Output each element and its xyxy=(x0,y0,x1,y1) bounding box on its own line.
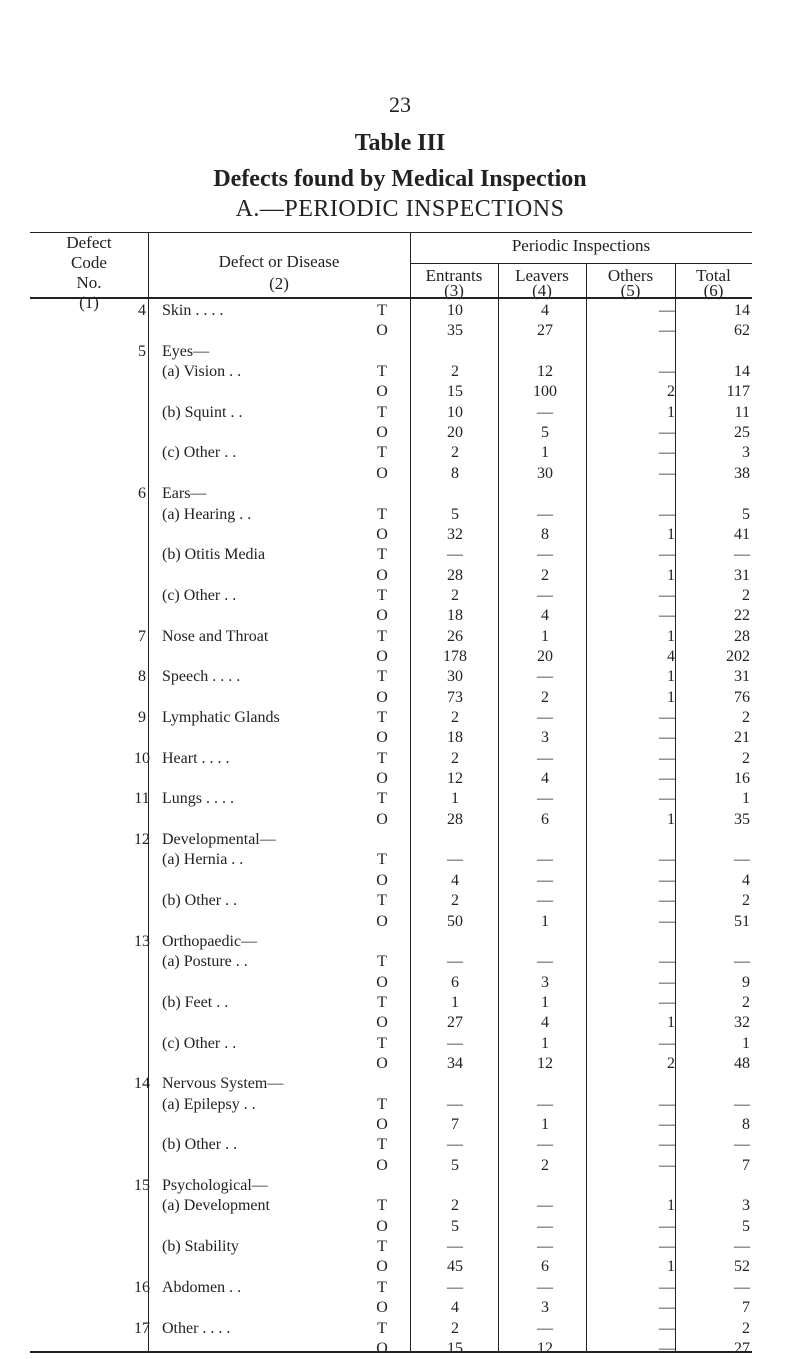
row-others: 1 xyxy=(667,567,675,584)
row-type: T xyxy=(377,363,387,380)
row-leavers: — xyxy=(537,587,553,604)
row-type: O xyxy=(376,689,388,706)
row-leavers: 3 xyxy=(541,974,549,991)
row-total: 76 xyxy=(734,689,750,706)
row-total: 38 xyxy=(734,465,750,482)
row-leavers: 1 xyxy=(541,444,549,461)
row-entrants: 5 xyxy=(451,1218,459,1235)
row-label: Heart . . . . xyxy=(162,750,230,767)
row-others: 1 xyxy=(667,404,675,421)
row-entrants: 35 xyxy=(447,322,463,339)
row-leavers: 1 xyxy=(541,1116,549,1133)
table-subtitle: Defects found by Medical Inspection xyxy=(213,166,587,192)
row-label: (b) Otitis Media xyxy=(162,546,266,563)
row-entrants: 8 xyxy=(451,465,459,482)
row-leavers: 4 xyxy=(541,770,549,787)
row-leavers: — xyxy=(537,506,553,523)
row-label: Skin . . . . xyxy=(162,302,224,319)
row-leavers: 2 xyxy=(541,1157,549,1174)
row-entrants: 32 xyxy=(447,526,463,543)
row-leavers: 4 xyxy=(541,1014,549,1031)
row-label: (a) Development xyxy=(162,1197,270,1214)
row-leavers: 100 xyxy=(533,383,557,400)
row-entrants: 2 xyxy=(451,1197,459,1214)
row-code: 11 xyxy=(134,790,150,807)
row-type: T xyxy=(377,1136,387,1153)
row-others: — xyxy=(659,729,675,746)
row-total: 5 xyxy=(742,1218,750,1235)
row-total: — xyxy=(734,851,750,868)
row-total: — xyxy=(734,1096,750,1113)
row-entrants: 34 xyxy=(447,1055,463,1072)
row-total: 14 xyxy=(734,363,750,380)
row-leavers: — xyxy=(537,851,553,868)
row-entrants: 18 xyxy=(447,729,463,746)
row-type: T xyxy=(377,994,387,1011)
row-others: 4 xyxy=(667,648,675,665)
row-total: 3 xyxy=(742,1197,750,1214)
row-entrants: — xyxy=(447,953,463,970)
row-total: 52 xyxy=(734,1258,750,1275)
row-type: T xyxy=(377,444,387,461)
page-number: 23 xyxy=(389,92,411,117)
row-others: — xyxy=(659,1238,675,1255)
row-total: 28 xyxy=(734,628,750,645)
row-others: — xyxy=(659,546,675,563)
row-type: T xyxy=(377,587,387,604)
section-title: A.—PERIODIC INSPECTIONS xyxy=(235,196,565,222)
row-type: O xyxy=(376,526,388,543)
row-type: T xyxy=(377,892,387,909)
row-total: — xyxy=(734,546,750,563)
row-others: — xyxy=(659,851,675,868)
row-entrants: 1 xyxy=(451,994,459,1011)
row-leavers: — xyxy=(537,709,553,726)
row-total: 2 xyxy=(742,994,750,1011)
row-leavers: 1 xyxy=(541,1035,549,1052)
row-others: — xyxy=(659,424,675,441)
row-others: 1 xyxy=(667,628,675,645)
header-disease: Defect or Disease xyxy=(218,252,340,271)
row-type: O xyxy=(376,1014,388,1031)
row-entrants: 27 xyxy=(447,1014,463,1031)
row-others: 1 xyxy=(667,526,675,543)
row-code: 16 xyxy=(134,1279,150,1296)
row-type: O xyxy=(376,567,388,584)
row-type: O xyxy=(376,1116,388,1133)
row-label: (c) Other . . xyxy=(162,444,237,461)
row-leavers: 6 xyxy=(541,811,549,828)
row-type: T xyxy=(377,851,387,868)
row-type: T xyxy=(377,1279,387,1296)
header-total-num: (6) xyxy=(703,281,724,300)
row-others: 1 xyxy=(667,689,675,706)
row-others: 1 xyxy=(667,1258,675,1275)
row-total: — xyxy=(734,1238,750,1255)
row-leavers: 20 xyxy=(537,648,553,665)
row-others: 1 xyxy=(667,1197,675,1214)
row-leavers: — xyxy=(537,1218,553,1235)
header-entrants-num: (3) xyxy=(444,281,464,300)
row-others: — xyxy=(659,607,675,624)
row-code: 17 xyxy=(134,1320,150,1337)
row-others: — xyxy=(659,770,675,787)
row-others: — xyxy=(659,790,675,807)
row-others: — xyxy=(659,322,675,339)
row-others: — xyxy=(659,709,675,726)
row-label: (a) Hernia . . xyxy=(162,851,244,868)
row-code: 10 xyxy=(134,750,150,767)
row-type: T xyxy=(377,1035,387,1052)
row-label: (b) Squint . . xyxy=(162,404,243,421)
row-entrants: 2 xyxy=(451,750,459,767)
row-others: — xyxy=(659,587,675,604)
row-entrants: 1 xyxy=(451,790,459,807)
row-entrants: 15 xyxy=(447,383,463,400)
row-total: 31 xyxy=(734,567,750,584)
row-type: T xyxy=(377,506,387,523)
row-leavers: — xyxy=(537,404,553,421)
row-entrants: 15 xyxy=(447,1340,463,1357)
row-leavers: 12 xyxy=(537,1340,553,1357)
row-entrants: 4 xyxy=(451,872,459,889)
row-entrants: — xyxy=(447,1136,463,1153)
row-total: 7 xyxy=(742,1157,750,1174)
row-others: — xyxy=(659,363,675,380)
row-total: 21 xyxy=(734,729,750,746)
row-label: (a) Epilepsy . . xyxy=(162,1096,256,1113)
row-total: 117 xyxy=(726,383,750,400)
row-total: 41 xyxy=(734,526,750,543)
header-leavers: Leavers xyxy=(515,266,569,285)
row-others: — xyxy=(659,892,675,909)
row-label: (a) Vision . . xyxy=(162,363,242,380)
row-label: (b) Other . . xyxy=(162,1136,238,1153)
row-others: 1 xyxy=(667,1014,675,1031)
row-total: 2 xyxy=(742,750,750,767)
row-leavers: 6 xyxy=(541,1258,549,1275)
row-total: 202 xyxy=(726,648,750,665)
row-others: — xyxy=(659,1299,675,1316)
row-total: 51 xyxy=(734,913,750,930)
row-code: 9 xyxy=(138,709,146,726)
row-total: — xyxy=(734,1136,750,1153)
row-code: 5 xyxy=(138,343,146,360)
row-others: — xyxy=(659,953,675,970)
row-total: 8 xyxy=(742,1116,750,1133)
row-entrants: 5 xyxy=(451,1157,459,1174)
header-others-num: (5) xyxy=(620,281,641,300)
row-others: — xyxy=(659,872,675,889)
row-total: 2 xyxy=(742,709,750,726)
row-type: O xyxy=(376,913,388,930)
row-total: 1 xyxy=(742,1035,750,1052)
header-others: Others xyxy=(607,266,654,285)
row-type: O xyxy=(376,729,388,746)
row-type: O xyxy=(376,383,388,400)
row-leavers: 12 xyxy=(537,363,553,380)
row-total: 3 xyxy=(742,444,750,461)
row-entrants: 30 xyxy=(447,668,463,685)
row-code: 6 xyxy=(138,485,146,502)
row-type: O xyxy=(376,1258,388,1275)
row-leavers: — xyxy=(537,1136,553,1153)
row-leavers: — xyxy=(537,1096,553,1113)
row-type: O xyxy=(376,424,388,441)
row-leavers: — xyxy=(537,872,553,889)
row-leavers: — xyxy=(537,1279,553,1296)
header-code-line-2: Code xyxy=(71,253,107,272)
row-others: — xyxy=(659,1320,675,1337)
row-label: Speech . . . . xyxy=(162,668,241,685)
row-total: 7 xyxy=(742,1299,750,1316)
row-label: Psychological— xyxy=(162,1177,268,1194)
row-leavers: — xyxy=(537,750,553,767)
row-others: 2 xyxy=(667,383,675,400)
row-leavers: — xyxy=(537,892,553,909)
row-type: O xyxy=(376,1340,388,1357)
row-total: 2 xyxy=(742,892,750,909)
row-type: T xyxy=(377,750,387,767)
row-type: O xyxy=(376,607,388,624)
row-entrants: 5 xyxy=(451,506,459,523)
row-label: Lymphatic Glands xyxy=(162,709,280,726)
row-label: Lungs . . . . xyxy=(162,790,234,807)
row-total: 9 xyxy=(742,974,750,991)
header-leavers-num: (4) xyxy=(532,281,552,300)
row-type: T xyxy=(377,546,387,563)
row-code: 15 xyxy=(134,1177,150,1194)
row-code: 4 xyxy=(138,302,146,319)
header-code-line-4: (1) xyxy=(79,293,99,312)
row-label: (b) Stability xyxy=(162,1238,239,1255)
row-leavers: 3 xyxy=(541,1299,549,1316)
row-type: T xyxy=(377,1096,387,1113)
row-entrants: — xyxy=(447,851,463,868)
row-others: — xyxy=(659,465,675,482)
row-entrants: 2 xyxy=(451,709,459,726)
row-label: (c) Other . . xyxy=(162,587,237,604)
row-others: — xyxy=(659,1096,675,1113)
row-leavers: 2 xyxy=(541,567,549,584)
row-total: 14 xyxy=(734,302,750,319)
row-leavers: 4 xyxy=(541,302,549,319)
row-others: — xyxy=(659,913,675,930)
row-entrants: 45 xyxy=(447,1258,463,1275)
row-type: O xyxy=(376,1055,388,1072)
row-entrants: — xyxy=(447,546,463,563)
row-type: T xyxy=(377,1320,387,1337)
row-leavers: — xyxy=(537,1197,553,1214)
header-total: Total xyxy=(696,266,731,285)
row-type: O xyxy=(376,811,388,828)
row-entrants: — xyxy=(447,1096,463,1113)
row-type: O xyxy=(376,1157,388,1174)
row-entrants: — xyxy=(447,1279,463,1296)
row-others: — xyxy=(659,444,675,461)
row-code: 12 xyxy=(134,831,150,848)
row-leavers: 1 xyxy=(541,628,549,645)
row-leavers: 4 xyxy=(541,607,549,624)
row-leavers: — xyxy=(537,668,553,685)
row-leavers: — xyxy=(537,790,553,807)
row-entrants: 50 xyxy=(447,913,463,930)
row-entrants: 10 xyxy=(447,404,463,421)
row-leavers: 12 xyxy=(537,1055,553,1072)
row-label: (a) Posture . . xyxy=(162,953,248,970)
row-leavers: 8 xyxy=(541,526,549,543)
row-entrants: 28 xyxy=(447,811,463,828)
row-type: T xyxy=(377,790,387,807)
row-type: O xyxy=(376,1218,388,1235)
row-total: 48 xyxy=(734,1055,750,1072)
row-type: O xyxy=(376,648,388,665)
row-others: — xyxy=(659,1279,675,1296)
row-type: O xyxy=(376,465,388,482)
row-leavers: 27 xyxy=(537,322,553,339)
header-code-line-1: Defect xyxy=(66,233,112,252)
row-type: T xyxy=(377,709,387,726)
row-label: Eyes— xyxy=(162,343,210,360)
row-entrants: — xyxy=(447,1238,463,1255)
row-leavers: 1 xyxy=(541,994,549,1011)
row-entrants: 178 xyxy=(443,648,467,665)
row-type: O xyxy=(376,974,388,991)
row-others: — xyxy=(659,750,675,767)
row-leavers: — xyxy=(537,546,553,563)
row-total: 27 xyxy=(734,1340,750,1357)
row-total: 1 xyxy=(742,790,750,807)
row-others: — xyxy=(659,1218,675,1235)
row-label: Other . . . . xyxy=(162,1320,231,1337)
header-code-line-3: No. xyxy=(76,273,102,292)
row-total: 2 xyxy=(742,1320,750,1337)
row-total: 31 xyxy=(734,668,750,685)
row-label: (b) Feet . . xyxy=(162,994,229,1011)
header-periodic: Periodic Inspections xyxy=(511,236,651,255)
row-total: 32 xyxy=(734,1014,750,1031)
row-type: T xyxy=(377,1238,387,1255)
row-others: — xyxy=(659,994,675,1011)
row-type: T xyxy=(377,953,387,970)
row-code: 8 xyxy=(138,668,146,685)
row-total: 62 xyxy=(734,322,750,339)
row-type: T xyxy=(377,404,387,421)
row-entrants: 2 xyxy=(451,444,459,461)
row-others: — xyxy=(659,1157,675,1174)
row-code: 14 xyxy=(134,1075,150,1092)
row-entrants: — xyxy=(447,1035,463,1052)
row-total: 22 xyxy=(734,607,750,624)
row-entrants: 2 xyxy=(451,363,459,380)
row-entrants: 4 xyxy=(451,1299,459,1316)
row-entrants: 6 xyxy=(451,974,459,991)
row-others: — xyxy=(659,302,675,319)
row-entrants: 2 xyxy=(451,587,459,604)
row-type: T xyxy=(377,1197,387,1214)
row-label: (a) Hearing . . xyxy=(162,506,252,523)
row-type: O xyxy=(376,1299,388,1316)
row-others: — xyxy=(659,1116,675,1133)
row-others: 1 xyxy=(667,811,675,828)
row-leavers: 5 xyxy=(541,424,549,441)
row-type: O xyxy=(376,322,388,339)
row-type: O xyxy=(376,872,388,889)
row-label: (b) Other . . xyxy=(162,892,238,909)
row-total: 5 xyxy=(742,506,750,523)
row-label: Developmental— xyxy=(162,831,276,848)
row-entrants: 28 xyxy=(447,567,463,584)
row-others: — xyxy=(659,1035,675,1052)
row-label: Orthopaedic— xyxy=(162,933,258,950)
header-entrants: Entrants xyxy=(425,266,483,285)
row-entrants: 18 xyxy=(447,607,463,624)
row-leavers: 2 xyxy=(541,689,549,706)
row-type: T xyxy=(377,668,387,685)
row-type: O xyxy=(376,770,388,787)
row-others: — xyxy=(659,506,675,523)
row-total: 4 xyxy=(742,872,750,889)
row-entrants: 2 xyxy=(451,1320,459,1337)
row-leavers: 30 xyxy=(537,465,553,482)
row-entrants: 2 xyxy=(451,892,459,909)
row-entrants: 73 xyxy=(447,689,463,706)
row-label: Nervous System— xyxy=(162,1075,284,1092)
row-type: T xyxy=(377,302,387,319)
row-leavers: 1 xyxy=(541,913,549,930)
row-leavers: — xyxy=(537,1320,553,1337)
row-code: 7 xyxy=(138,628,146,645)
row-label: Nose and Throat xyxy=(162,628,269,645)
row-type: T xyxy=(377,628,387,645)
row-code: 13 xyxy=(134,933,150,950)
row-others: — xyxy=(659,974,675,991)
row-total: — xyxy=(734,953,750,970)
row-others: 1 xyxy=(667,668,675,685)
row-entrants: 12 xyxy=(447,770,463,787)
row-entrants: 26 xyxy=(447,628,463,645)
row-entrants: 10 xyxy=(447,302,463,319)
row-leavers: — xyxy=(537,953,553,970)
row-others: — xyxy=(659,1340,675,1357)
row-leavers: 3 xyxy=(541,729,549,746)
row-total: — xyxy=(734,1279,750,1296)
row-entrants: 7 xyxy=(451,1116,459,1133)
row-label: Ears— xyxy=(162,485,207,502)
header-disease-num: (2) xyxy=(269,274,289,293)
row-label: (c) Other . . xyxy=(162,1035,237,1052)
row-total: 25 xyxy=(734,424,750,441)
row-total: 11 xyxy=(734,404,750,421)
table-title: Table III xyxy=(354,130,446,156)
row-others: — xyxy=(659,1136,675,1153)
row-total: 2 xyxy=(742,587,750,604)
row-entrants: 20 xyxy=(447,424,463,441)
row-total: 35 xyxy=(734,811,750,828)
row-total: 16 xyxy=(734,770,750,787)
row-others: 2 xyxy=(667,1055,675,1072)
row-label: Abdomen . . xyxy=(162,1279,242,1296)
row-leavers: — xyxy=(537,1238,553,1255)
